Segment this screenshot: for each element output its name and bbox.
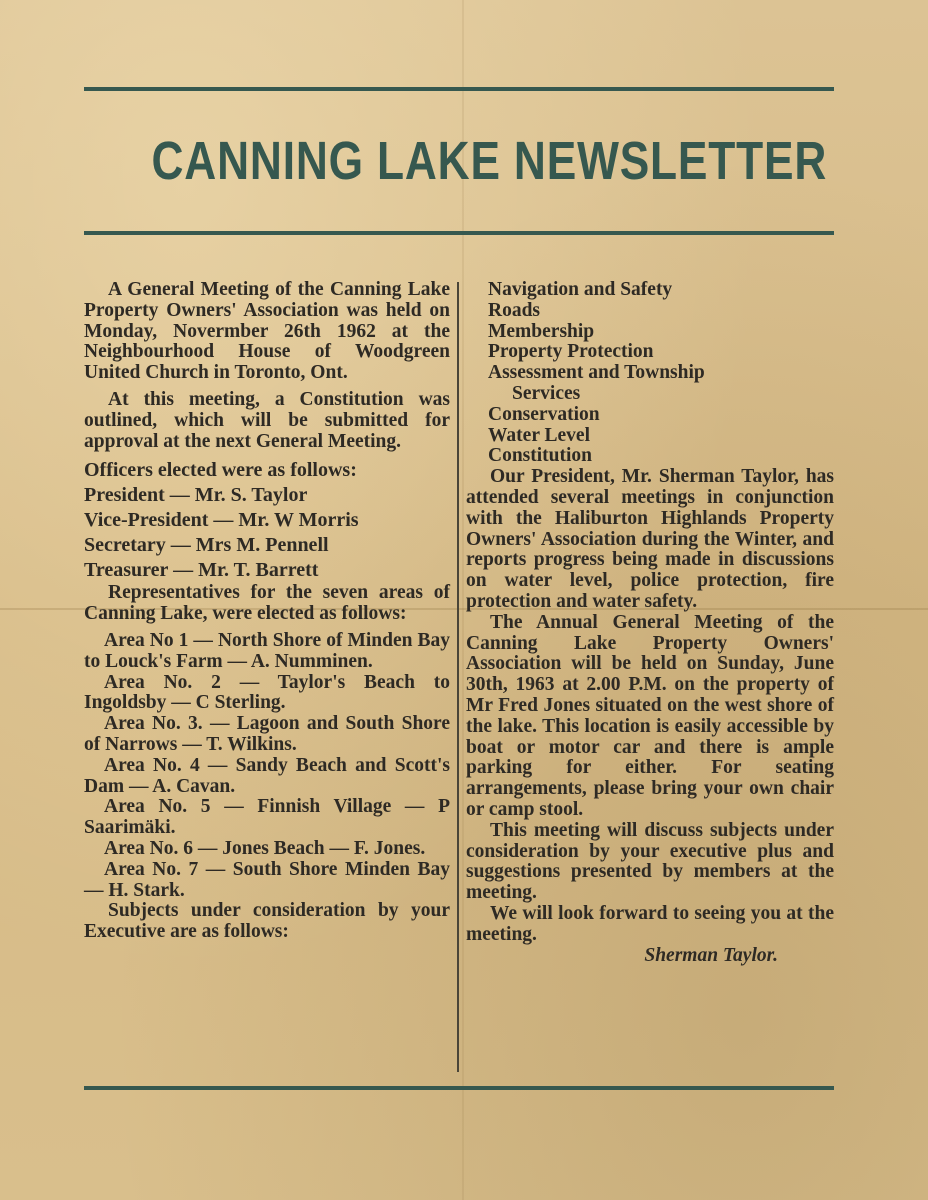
subject-item: Constitution bbox=[488, 445, 593, 467]
officer-treasurer: Treasurer — Mr. T. Barrett bbox=[84, 559, 319, 582]
area-item: Area No. 4 — Sandy Beach and Scott's Dam — A. Cavan. bbox=[84, 754, 450, 797]
header-rule bbox=[84, 231, 834, 235]
subject-item: Membership bbox=[488, 320, 595, 342]
subject-item: Assessment and Township bbox=[488, 362, 705, 384]
closing-paragraph: We will look forward to seeing you at the meeting. bbox=[466, 902, 834, 945]
area-item: Area No. 5 — Finnish Village — P Saarimäki. bbox=[84, 796, 450, 839]
subjects-intro: Subjects under consideration by your Executive are as follows: bbox=[84, 900, 450, 943]
officer-president: President — Mr. S. Taylor bbox=[84, 484, 308, 507]
subject-item: Property Protection bbox=[488, 341, 654, 363]
representatives-intro: Representatives for the seven areas of Canning Lake, were elected as follows: bbox=[84, 582, 450, 625]
area-item: Area No. 6 — Jones Beach — F. Jones. bbox=[104, 837, 426, 859]
annual-meeting-paragraph: The Annual General Meeting of the Canning Lake Property Owners' Association will be held on Sunday, June 30th, 1963 at 2.00 P.M. on the property of Mr Fred Jones situated on the west shore of the lake. This location is easily accessible by boat or motor car and there is ample parking for either. For seating arrangements, please bring your own chair or camp stool. bbox=[466, 611, 834, 820]
bottom-rule bbox=[84, 1086, 834, 1090]
area-item: Area No. 2 — Taylor's Beach to Ingoldsby — C Sterling. bbox=[84, 671, 450, 714]
newsletter-title: CANNING LAKE NEWSLETTER bbox=[151, 131, 828, 191]
left-column bbox=[84, 280, 450, 943]
discussion-paragraph: This meeting will discuss subjects under consideration by your executive plus and suggestions presented by members at the meeting. bbox=[466, 819, 834, 904]
area-item: Area No. 7 — South Shore Minden Bay — H. Stark. bbox=[84, 858, 450, 901]
subjects-list bbox=[466, 280, 834, 467]
constitution-paragraph: At this meeting, a Constitution was outlined, which will be submitted for approval at the next General Meeting. bbox=[84, 388, 450, 452]
area-item: Area No. 3. — Lagoon and South Shore of Narrows — T. Wilkins. bbox=[84, 713, 450, 755]
subject-item: Water Level bbox=[488, 424, 590, 446]
area-item: Area No 1 — North Shore of Minden Bay to Louck's Farm — A. Numminen. bbox=[84, 629, 450, 672]
officers-intro: Officers elected were as follows: bbox=[84, 459, 357, 482]
president-report-paragraph: Our President, Mr. Sherman Taylor, has attended several meetings in conjunction with the Haliburton Highlands Property Owners' Association during the Winter, and reports progress being made in discussions on water level, police protection, fire protection and water safety. bbox=[466, 466, 834, 612]
column-divider bbox=[457, 282, 459, 1072]
subject-item: Services bbox=[512, 382, 581, 404]
subject-item: Navigation and Safety bbox=[488, 279, 673, 300]
right-column bbox=[466, 280, 834, 966]
subject-item: Conservation bbox=[488, 403, 600, 425]
top-rule bbox=[84, 87, 834, 91]
officer-secretary: Secretary — Mrs M. Pennell bbox=[84, 534, 329, 557]
officer-vice-president: Vice-President — Mr. W Morris bbox=[84, 509, 359, 532]
subject-item: Roads bbox=[488, 299, 541, 321]
signature: Sherman Taylor. bbox=[644, 944, 778, 966]
intro-paragraph: A General Meeting of the Canning Lake Property Owners' Association was held on Monday, Novermber 26th 1962 at the Neighbourhood House of Woodgreen United Church in Toronto, Ont. bbox=[84, 279, 450, 384]
